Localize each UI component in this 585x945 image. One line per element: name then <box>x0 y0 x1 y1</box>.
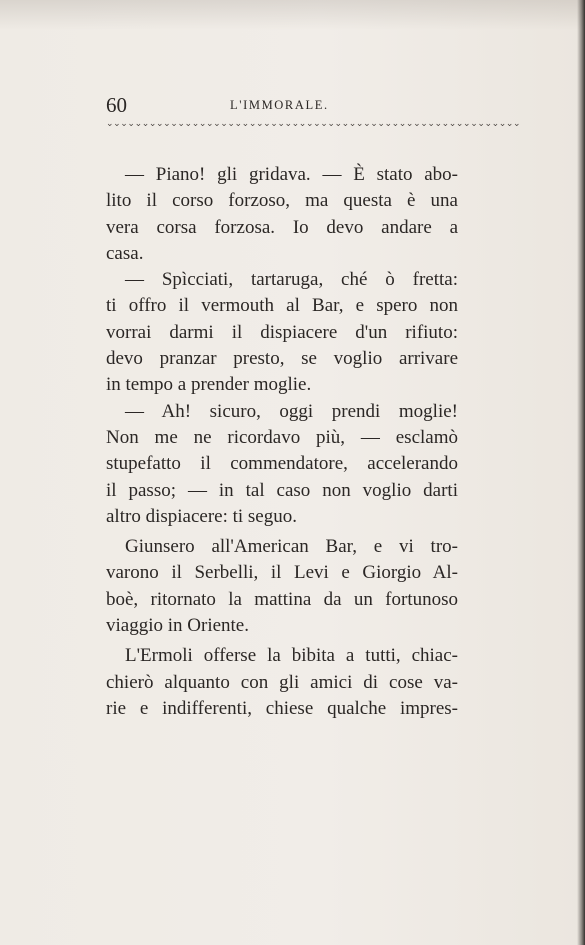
text-line: varono il Serbelli, il Levi e Giorgio Al- <box>106 562 458 584</box>
text-line: in tempo a prender moglie. <box>106 374 312 396</box>
text-line: viaggio in Oriente. <box>106 615 249 637</box>
text-line: altro dispiacere: ti seguo. <box>106 505 297 527</box>
running-title: L'IMMORALE. <box>230 98 329 112</box>
page-edge-shadow <box>577 0 585 945</box>
text-line: Giunsero all'American Bar, e vi tro- <box>125 536 458 558</box>
text-line: L'Ermoli offerse la bibita a tutti, chiac- <box>125 645 458 667</box>
page-header <box>106 92 521 128</box>
text-line: il passo; — in tal caso non voglio darti <box>106 479 458 501</box>
text-line: rie e indifferenti, chiese qualche impres- <box>106 697 458 719</box>
text-line: vera corsa forzosa. Io devo andare a <box>106 216 458 238</box>
text-line: — Spìcciati, tartaruga, ché ò fretta: <box>125 269 458 291</box>
text-line: ti offro il vermouth al Bar, e spero non <box>106 295 458 317</box>
page-top-shadow <box>0 0 585 30</box>
text-line: Non me ne ricordavo più, — esclamò <box>106 426 458 448</box>
text-line: boè, ritornato la mattina da un fortunoso <box>106 588 458 610</box>
header-ornament-rule: ⌄⌄⌄⌄⌄⌄⌄⌄⌄⌄⌄⌄⌄⌄⌄⌄⌄⌄⌄⌄⌄⌄⌄⌄⌄⌄⌄⌄⌄⌄⌄⌄⌄⌄⌄⌄⌄⌄⌄⌄⌄⌄⌄⌄⌄⌄⌄⌄⌄⌄⌄⌄⌄⌄⌄⌄⌄⌄ <box>106 118 521 128</box>
text-line: devo pranzar presto, se voglio arrivare <box>106 348 458 370</box>
text-line: chierò alquanto con gli amici di cose va- <box>106 671 458 693</box>
text-line: stupefatto il commendatore, accelerando <box>106 453 458 475</box>
text-line: vorrai darmi il dispiacere d'un rifiuto: <box>106 321 458 343</box>
text-line: — Piano! gli gridava. — È stato abo- <box>125 164 458 185</box>
text-line: lito il corso forzoso, ma questa è una <box>106 190 458 212</box>
page-number: 60 <box>106 93 127 117</box>
text-line: casa. <box>106 242 144 264</box>
text-line: — Ah! sicuro, oggi prendi moglie! <box>125 400 458 422</box>
body-text <box>106 162 458 722</box>
